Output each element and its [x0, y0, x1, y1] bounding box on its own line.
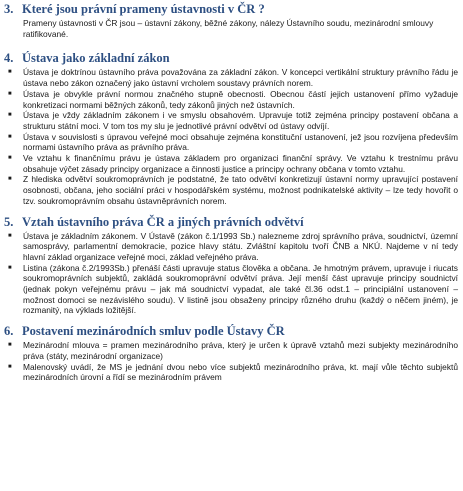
- list-item-text: Listina (zákona č.2/1993Sb.) přenáší části upravuje status člověka a občana. Je hmotným právem, upravuje i riucats soukromoprávních subjektů, zakládá soukromoprávní odvětví práva. Její menší část upravuje principy soudnictví (jednak pokyn veřejnému právu – jak má soudnictví vypadat, ale také čl.36 odst.1 – principiální ustanovení – možnost domoci se nezávislého soudu). V listině jsou obsaženy principy různého druhu (každý o něčem jiném), je rozmanitý, na výklads ložitější.: [23, 262, 458, 316]
- section-heading: [4, 51, 458, 66]
- bullet-icon: ■: [8, 69, 12, 76]
- bullet-icon: ■: [8, 232, 12, 239]
- section-number: 4.: [4, 51, 14, 66]
- section-number: 3.: [4, 2, 14, 16]
- list-item-text: Malenovský uvádí, že MS je jednání dvou nebo více subjektů mezinárodního práva, kt. mají vůle těchto subjektů mezinárodních úrovní a řídí se mezinárodním právem: [23, 361, 458, 383]
- list-item: [4, 153, 458, 174]
- bullet-icon: ■: [8, 176, 12, 183]
- section-5: [4, 215, 458, 317]
- list-item-text: Ve vztahu k finančnímu právu je ústava základem pro organizaci finanční správy. Ve vztahu k trestnímu právu obsahuje výčet zásady principy organizace a činnosti justice a principy ochrany občana v tomto vztahu.: [23, 153, 458, 174]
- bullet-list: [4, 340, 458, 383]
- list-item-text: Mezinárodní mlouva = pramen mezinárodního práva, který je určen k úpravě vztahů mezi subjekty mezinárodního práva (státy, mezinárodní organizace): [23, 340, 458, 361]
- bullet-icon: ■: [8, 342, 12, 349]
- list-item-text: Z hlediska odvětví soukromoprávních je podstatné, že tato odvětví konkretizují ústavní normy upravující postavení osobnosti, občana, jeho sociální práci v hospodářském systému, možnost podnikatelské aktivity – lze tedy hovořit o tzv. soukromoprávním obsahu ústavněprávních norem.: [23, 174, 458, 206]
- section-title: Ústava jako základní zákon: [22, 51, 170, 66]
- section-4: [4, 51, 458, 206]
- list-item: [4, 89, 458, 110]
- list-item: [4, 67, 458, 88]
- bullet-icon: ■: [8, 155, 12, 162]
- list-item: [4, 174, 458, 206]
- bullet-icon: ■: [8, 133, 12, 140]
- list-item-text: Ústava je obvykle právní normou značného stupně obecnosti. Obecnou částí jejich ustanovení přímo vyžaduje konkretizaci normami běžných zákonů, tedy zákonů jiných než ústavních.: [23, 88, 458, 110]
- section-6: [4, 324, 458, 383]
- bullet-list: [4, 67, 458, 206]
- section-paragraph: Prameny ústavnosti v ČR jsou – ústavní zákony, běžné zákony, nálezy Ústavního soudu, mezinárodní smlouvy ratifikované.: [23, 18, 434, 39]
- list-item: [4, 263, 458, 317]
- list-item: [4, 132, 458, 153]
- bullet-icon: ■: [8, 112, 12, 119]
- section-number: 5.: [4, 214, 14, 229]
- list-item-text: Ústava v souvislosti s úpravou veřejné moci obsahuje zejména konstituční ustanovení, jež jsou rozvíjena především normami ústavního práva as právního práva.: [23, 131, 458, 153]
- section-title: Vztah ústavního práva ČR a jiných právních odvětví: [22, 214, 304, 229]
- section-heading: [4, 2, 458, 17]
- bullet-icon: ■: [8, 90, 12, 97]
- list-item-text: Ústava je vždy základním zákonem i ve smyslu obsahovém. Upravuje totiž zejména principy postavení občana a strukturu státní moci. V tom tos my slu je jednotlivé právní odvětví od ústavy odvíjí.: [23, 110, 458, 131]
- list-item: [4, 340, 458, 361]
- list-item: [4, 362, 458, 383]
- section-heading: [4, 215, 458, 230]
- list-item: [4, 110, 458, 131]
- list-item-text: Ústava je základním zákonem. V Ústavě (zákon č.1/1993 Sb.) nalezneme zdroj správního práva, soudnictví, územní samosprávy, parlamentní demokracie, pozice hlavy státu. Zvláštní kapitolu tvoří ČNB a NKÚ. Najdeme v ní tedy hlavní základ organizace veřejné moci, základ veřejného práva.: [23, 230, 458, 262]
- list-item: [4, 231, 458, 263]
- bullet-icon: ■: [8, 264, 12, 271]
- section-number: 6.: [4, 324, 14, 339]
- section-title: Postavení mezinárodních smluv podle Ústavy ČR: [22, 324, 285, 339]
- bullet-list: [4, 231, 458, 317]
- section-heading: [4, 324, 458, 339]
- bullet-icon: ■: [8, 363, 12, 370]
- list-item-text: Ústava je doktrínou ústavního práva považována za základní zákon. V koncepci vertikální struktury právního řádu je ústava nebo zákon označený jako ústavní vrcholem soustavy právních norem.: [23, 67, 458, 89]
- section-3: [4, 2, 458, 39]
- section-title: Které jsou právní prameny ústavnosti v ČR ?: [22, 2, 265, 16]
